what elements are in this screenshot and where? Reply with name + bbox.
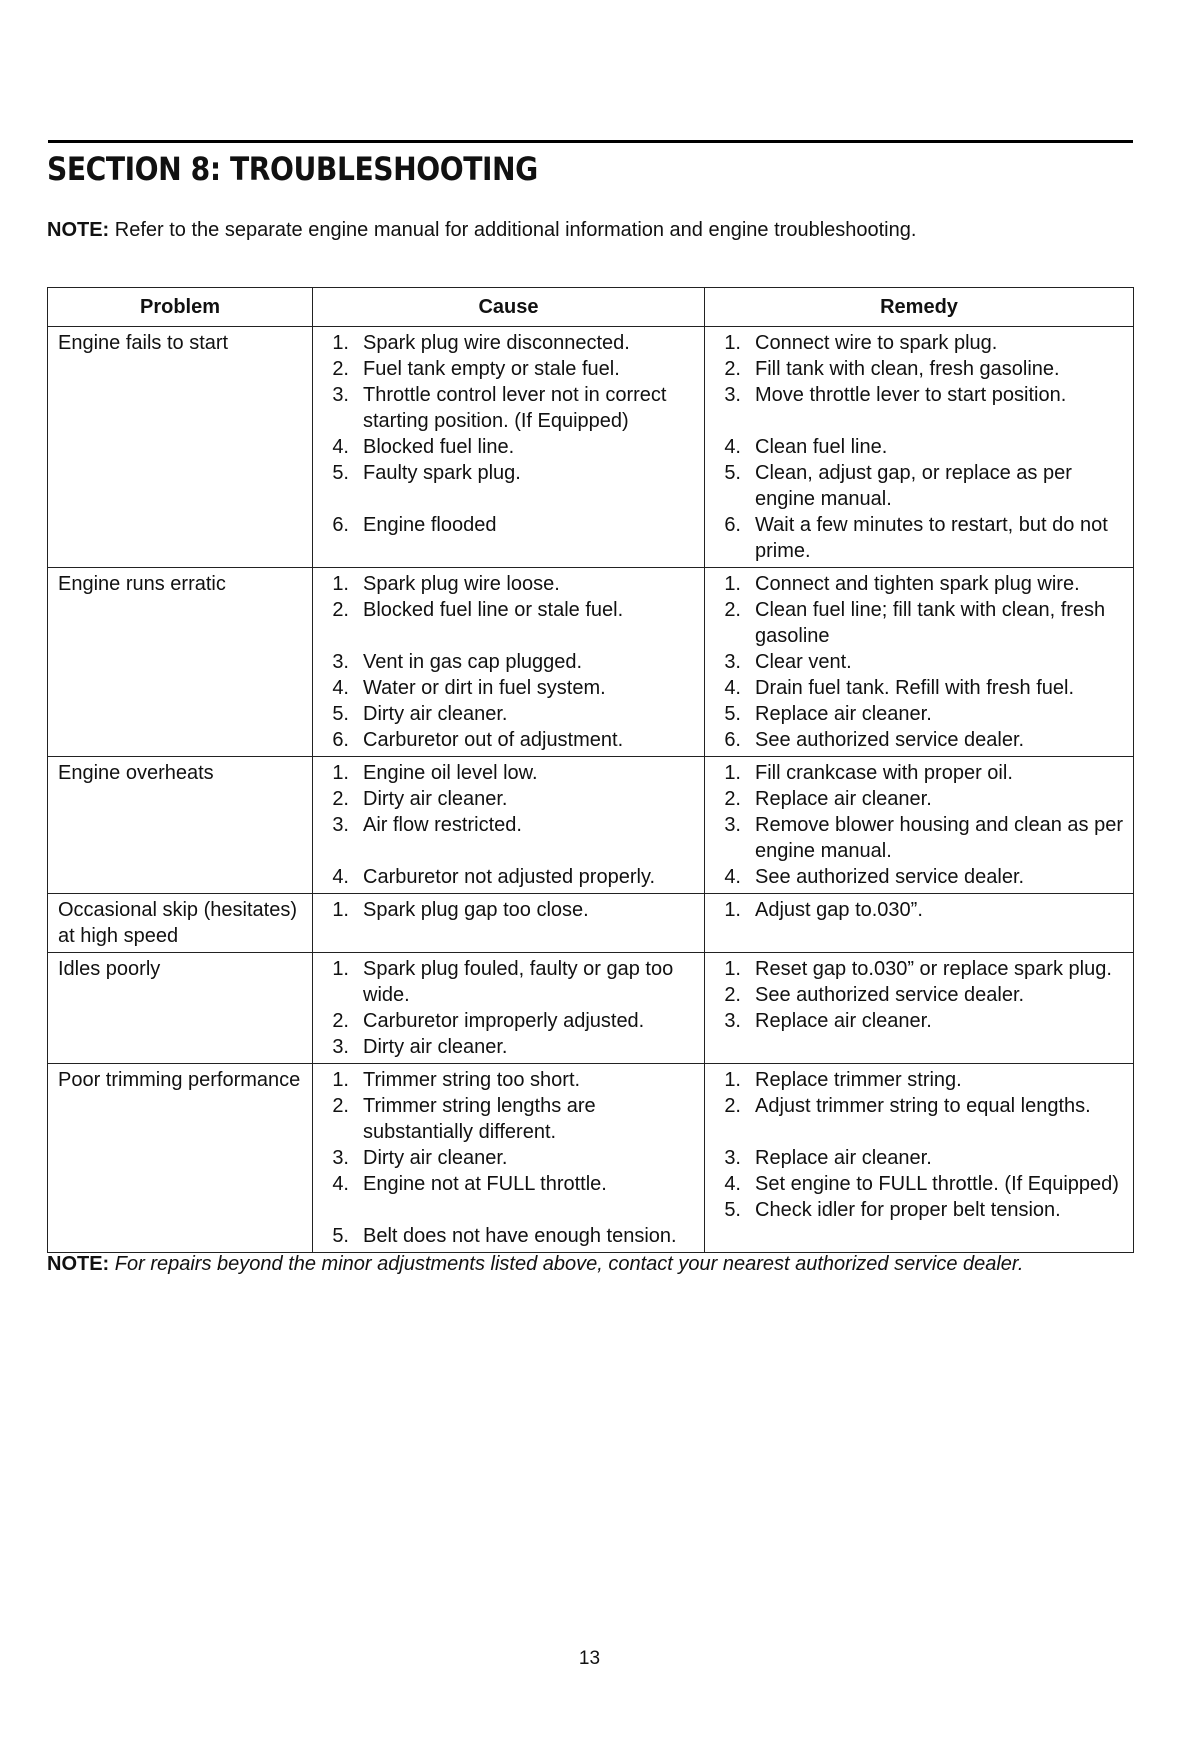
table-row bbox=[48, 953, 1134, 1064]
remedy-item bbox=[705, 727, 1129, 753]
remedy-item-text: Fill crankcase with proper oil. bbox=[755, 762, 1013, 784]
remedy-item bbox=[705, 434, 1129, 460]
cause-item-text: Carburetor out of adjustment. bbox=[363, 729, 624, 751]
cause-item-text: Throttle control lever not in correct starting position. (If Equipped) bbox=[363, 384, 667, 432]
remedy-item bbox=[705, 956, 1129, 982]
remedy-cell bbox=[705, 757, 1134, 894]
problem-cell: Occasional skip (hesitates) at high speed bbox=[48, 894, 313, 953]
remedy-item bbox=[705, 382, 1129, 408]
cause-item-text: Blocked fuel line or stale fuel. bbox=[363, 599, 624, 621]
remedy-item-number: 2. bbox=[724, 984, 741, 1006]
remedy-item bbox=[705, 897, 1129, 923]
cause-item bbox=[313, 1223, 700, 1249]
table-row bbox=[48, 1064, 1134, 1253]
cause-item-number: 1. bbox=[332, 1069, 349, 1091]
remedy-item bbox=[705, 597, 1129, 649]
remedy-item-number: 3. bbox=[724, 384, 741, 406]
cause-item-text: Fuel tank empty or stale fuel. bbox=[363, 358, 620, 380]
table-header-row bbox=[48, 288, 1134, 327]
cause-item-text: Carburetor improperly adjusted. bbox=[363, 1010, 645, 1032]
cause-item bbox=[313, 812, 700, 838]
cause-item bbox=[313, 649, 700, 675]
remedy-item-number: 6. bbox=[724, 514, 741, 536]
cause-item-number: 6. bbox=[332, 514, 349, 536]
cause-item-text: Water or dirt in fuel system. bbox=[363, 677, 606, 699]
line-spacer bbox=[313, 486, 700, 512]
remedy-item-text: Clear vent. bbox=[755, 651, 852, 673]
table-body bbox=[48, 327, 1134, 1253]
cause-item-text: Carburetor not adjusted properly. bbox=[363, 866, 656, 888]
cause-item-number: 3. bbox=[332, 1147, 349, 1169]
cause-item-text: Spark plug wire loose. bbox=[363, 573, 560, 595]
cause-item-text: Dirty air cleaner. bbox=[363, 1036, 508, 1058]
note-bottom bbox=[47, 1253, 1023, 1276]
cause-item-number: 5. bbox=[332, 703, 349, 725]
remedy-item-text: Clean, adjust gap, or replace as per engine manual. bbox=[755, 462, 1072, 510]
cause-item-number: 4. bbox=[332, 677, 349, 699]
cause-item-text: Engine flooded bbox=[363, 514, 497, 536]
cause-cell bbox=[313, 1064, 705, 1253]
remedy-item-text: Adjust trimmer string to equal lengths. bbox=[755, 1095, 1091, 1117]
cause-item-number: 3. bbox=[332, 814, 349, 836]
cause-item-number: 1. bbox=[332, 958, 349, 980]
cause-item-text: Spark plug gap too close. bbox=[363, 899, 589, 921]
cause-item bbox=[313, 434, 700, 460]
header-problem: Problem bbox=[48, 288, 313, 327]
remedy-item-number: 4. bbox=[724, 1173, 741, 1195]
cause-item-text: Spark plug fouled, faulty or gap too wide. bbox=[363, 958, 674, 1006]
line-spacer bbox=[705, 408, 1129, 434]
cause-item-text: Dirty air cleaner. bbox=[363, 1147, 508, 1169]
cause-item bbox=[313, 460, 700, 486]
troubleshooting-table bbox=[47, 287, 1134, 1253]
remedy-cell bbox=[705, 568, 1134, 757]
remedy-item-number: 1. bbox=[724, 573, 741, 595]
cause-item bbox=[313, 382, 700, 434]
cause-item-text: Faulty spark plug. bbox=[363, 462, 521, 484]
remedy-item-text: See authorized service dealer. bbox=[755, 866, 1025, 888]
remedy-item-text: Check idler for proper belt tension. bbox=[755, 1199, 1061, 1221]
remedy-item bbox=[705, 675, 1129, 701]
remedy-item bbox=[705, 1008, 1129, 1034]
note-bottom-text: For repairs beyond the minor adjustments listed above, contact your nearest authorized service dealer. bbox=[114, 1253, 1024, 1275]
remedy-item-text: Clean fuel line. bbox=[755, 436, 888, 458]
line-spacer bbox=[313, 623, 700, 649]
remedy-item-text: Replace air cleaner. bbox=[755, 1147, 932, 1169]
cause-item bbox=[313, 727, 700, 753]
cause-item bbox=[313, 897, 700, 923]
note-bottom-label: NOTE: bbox=[47, 1253, 110, 1275]
cause-item bbox=[313, 760, 700, 786]
remedy-item-text: See authorized service dealer. bbox=[755, 729, 1025, 751]
remedy-item-number: 5. bbox=[724, 1199, 741, 1221]
remedy-item-number: 2. bbox=[724, 599, 741, 621]
remedy-item-text: Drain fuel tank. Refill with fresh fuel. bbox=[755, 677, 1075, 699]
cause-item-number: 4. bbox=[332, 1173, 349, 1195]
remedy-item-text: See authorized service dealer. bbox=[755, 984, 1025, 1006]
remedy-item bbox=[705, 571, 1129, 597]
cause-item bbox=[313, 597, 700, 623]
remedy-item-number: 3. bbox=[724, 1010, 741, 1032]
line-spacer bbox=[313, 838, 700, 864]
cause-item bbox=[313, 786, 700, 812]
remedy-item-number: 5. bbox=[724, 462, 741, 484]
remedy-item bbox=[705, 1067, 1129, 1093]
cause-item-number: 3. bbox=[332, 1036, 349, 1058]
cause-item-number: 1. bbox=[332, 573, 349, 595]
cause-item-number: 2. bbox=[332, 358, 349, 380]
cause-item-text: Trimmer string too short. bbox=[363, 1069, 581, 1091]
remedy-item-number: 4. bbox=[724, 436, 741, 458]
header-cause: Cause bbox=[313, 288, 705, 327]
cause-item bbox=[313, 864, 700, 890]
cause-item-number: 4. bbox=[332, 866, 349, 888]
table-row bbox=[48, 327, 1134, 568]
remedy-item-number: 4. bbox=[724, 866, 741, 888]
cause-item-number: 2. bbox=[332, 788, 349, 810]
cause-item-number: 5. bbox=[332, 462, 349, 484]
cause-item-number: 1. bbox=[332, 762, 349, 784]
note-top-text: Refer to the separate engine manual for additional information and engine troubleshooting. bbox=[109, 219, 917, 241]
remedy-item-text: Set engine to FULL throttle. (If Equipped) bbox=[755, 1173, 1119, 1195]
cause-item bbox=[313, 1034, 700, 1060]
remedy-item-text: Connect wire to spark plug. bbox=[755, 332, 998, 354]
cause-item bbox=[313, 701, 700, 727]
remedy-item-number: 1. bbox=[724, 1069, 741, 1091]
remedy-item bbox=[705, 1171, 1129, 1197]
remedy-item-number: 2. bbox=[724, 358, 741, 380]
table-row bbox=[48, 568, 1134, 757]
problem-cell: Idles poorly bbox=[48, 953, 313, 1064]
cause-item-number: 2. bbox=[332, 1010, 349, 1032]
cause-item bbox=[313, 1067, 700, 1093]
table-row bbox=[48, 894, 1134, 953]
cause-cell bbox=[313, 894, 705, 953]
remedy-item-number: 5. bbox=[724, 703, 741, 725]
cause-item-text: Blocked fuel line. bbox=[363, 436, 515, 458]
cause-item-number: 4. bbox=[332, 436, 349, 458]
note-top bbox=[47, 219, 916, 242]
remedy-item-number: 1. bbox=[724, 332, 741, 354]
remedy-item bbox=[705, 812, 1129, 864]
remedy-item-text: Replace air cleaner. bbox=[755, 788, 932, 810]
cause-item bbox=[313, 356, 700, 382]
remedy-item-number: 4. bbox=[724, 677, 741, 699]
remedy-item-number: 3. bbox=[724, 1147, 741, 1169]
remedy-item bbox=[705, 1093, 1129, 1119]
note-top-label: NOTE: bbox=[47, 219, 110, 241]
remedy-item bbox=[705, 330, 1129, 356]
cause-item-text: Dirty air cleaner. bbox=[363, 703, 508, 725]
remedy-item bbox=[705, 356, 1129, 382]
cause-cell bbox=[313, 327, 705, 568]
cause-cell bbox=[313, 757, 705, 894]
problem-cell: Engine runs erratic bbox=[48, 568, 313, 757]
cause-item bbox=[313, 1008, 700, 1034]
cause-item-text: Air flow restricted. bbox=[363, 814, 522, 836]
remedy-item-text: Connect and tighten spark plug wire. bbox=[755, 573, 1080, 595]
cause-item bbox=[313, 956, 700, 1008]
remedy-item bbox=[705, 460, 1129, 512]
remedy-item-number: 1. bbox=[724, 958, 741, 980]
cause-item-text: Spark plug wire disconnected. bbox=[363, 332, 630, 354]
problem-cell: Engine overheats bbox=[48, 757, 313, 894]
problem-cell: Engine fails to start bbox=[48, 327, 313, 568]
remedy-item-text: Fill tank with clean, fresh gasoline. bbox=[755, 358, 1060, 380]
remedy-cell bbox=[705, 953, 1134, 1064]
cause-item-text: Belt does not have enough tension. bbox=[363, 1225, 677, 1247]
remedy-item bbox=[705, 1197, 1129, 1223]
cause-item bbox=[313, 330, 700, 356]
cause-item-number: 1. bbox=[332, 332, 349, 354]
remedy-item-text: Clean fuel line; fill tank with clean, fresh gasoline bbox=[755, 599, 1106, 647]
cause-item-text: Trimmer string lengths are substantially different. bbox=[363, 1095, 596, 1143]
remedy-item-text: Replace air cleaner. bbox=[755, 703, 932, 725]
remedy-item bbox=[705, 786, 1129, 812]
remedy-item-number: 3. bbox=[724, 814, 741, 836]
cause-item-number: 3. bbox=[332, 651, 349, 673]
section-title: SECTION 8: TROUBLESHOOTING bbox=[47, 150, 538, 188]
remedy-item-text: Replace trimmer string. bbox=[755, 1069, 962, 1091]
remedy-item bbox=[705, 1145, 1129, 1171]
table-row bbox=[48, 757, 1134, 894]
cause-item bbox=[313, 512, 700, 538]
cause-item bbox=[313, 675, 700, 701]
cause-item-number: 3. bbox=[332, 384, 349, 406]
remedy-item bbox=[705, 649, 1129, 675]
cause-item-number: 2. bbox=[332, 599, 349, 621]
remedy-item bbox=[705, 760, 1129, 786]
remedy-item-number: 1. bbox=[724, 899, 741, 921]
cause-item-text: Engine not at FULL throttle. bbox=[363, 1173, 607, 1195]
remedy-cell bbox=[705, 894, 1134, 953]
cause-item-text: Dirty air cleaner. bbox=[363, 788, 508, 810]
remedy-item-number: 2. bbox=[724, 1095, 741, 1117]
remedy-item-text: Reset gap to.030” or replace spark plug. bbox=[755, 958, 1112, 980]
cause-item-number: 2. bbox=[332, 1095, 349, 1117]
remedy-cell bbox=[705, 327, 1134, 568]
cause-item-number: 1. bbox=[332, 899, 349, 921]
cause-item-text: Vent in gas cap plugged. bbox=[363, 651, 583, 673]
cause-item-number: 5. bbox=[332, 1225, 349, 1247]
remedy-item-number: 1. bbox=[724, 762, 741, 784]
line-spacer bbox=[313, 1197, 700, 1223]
remedy-item bbox=[705, 982, 1129, 1008]
line-spacer bbox=[705, 1119, 1129, 1145]
cause-item-text: Engine oil level low. bbox=[363, 762, 538, 784]
problem-cell: Poor trimming performance bbox=[48, 1064, 313, 1253]
cause-cell bbox=[313, 953, 705, 1064]
remedy-item-text: Move throttle lever to start position. bbox=[755, 384, 1067, 406]
top-rule bbox=[48, 140, 1133, 143]
remedy-item-number: 3. bbox=[724, 651, 741, 673]
remedy-cell bbox=[705, 1064, 1134, 1253]
cause-item bbox=[313, 1171, 700, 1197]
remedy-item-number: 2. bbox=[724, 788, 741, 810]
remedy-item bbox=[705, 512, 1129, 564]
remedy-item-text: Remove blower housing and clean as per engine manual. bbox=[755, 814, 1123, 862]
remedy-item-text: Replace air cleaner. bbox=[755, 1010, 932, 1032]
remedy-item-text: Adjust gap to.030”. bbox=[755, 899, 923, 921]
cause-cell bbox=[313, 568, 705, 757]
cause-item-number: 6. bbox=[332, 729, 349, 751]
cause-item bbox=[313, 1093, 700, 1145]
remedy-item bbox=[705, 864, 1129, 890]
cause-item bbox=[313, 571, 700, 597]
remedy-item-number: 6. bbox=[724, 729, 741, 751]
header-remedy: Remedy bbox=[705, 288, 1134, 327]
page-number: 13 bbox=[578, 1648, 601, 1669]
remedy-item-text: Wait a few minutes to restart, but do not prime. bbox=[755, 514, 1108, 562]
cause-item bbox=[313, 1145, 700, 1171]
remedy-item bbox=[705, 701, 1129, 727]
